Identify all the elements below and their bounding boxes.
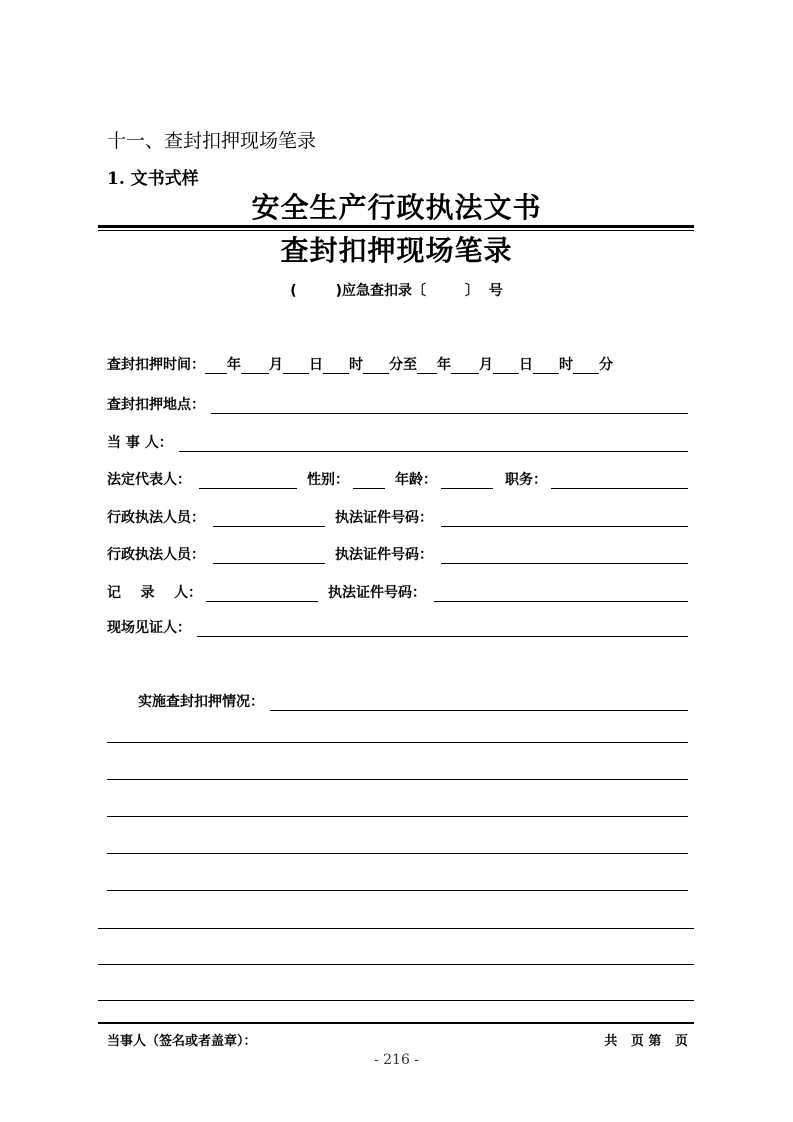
start-year-field[interactable] <box>205 357 227 374</box>
party-row <box>107 430 688 452</box>
end-hour-field[interactable] <box>533 357 559 374</box>
time-unit: 月 <box>269 357 283 373</box>
position-field[interactable] <box>551 472 688 489</box>
place-row <box>107 392 688 414</box>
recorder-field[interactable] <box>206 585 318 602</box>
writing-line[interactable] <box>98 928 694 929</box>
legal-rep-field[interactable] <box>199 472 297 489</box>
cert-label: 执法证件号码： <box>328 585 426 601</box>
position-label: 职务： <box>505 472 547 488</box>
document-title: 查封扣押现场笔录 <box>280 234 513 267</box>
place-field[interactable] <box>211 397 688 414</box>
officer-name-field-2[interactable] <box>213 547 325 564</box>
situation-row <box>138 689 688 711</box>
gender-field[interactable] <box>353 472 385 489</box>
time-label: 查封扣押时间： <box>107 357 205 373</box>
time-unit: 日 <box>519 357 533 373</box>
age-label: 年龄： <box>395 472 437 488</box>
header-rule-thick <box>98 225 694 228</box>
situation-label: 实施查封扣押情况： <box>138 694 264 710</box>
officer-label: 行政执法人员： <box>107 547 205 563</box>
age-field[interactable] <box>441 472 493 489</box>
writing-line[interactable] <box>107 816 688 817</box>
cert-label: 执法证件号码： <box>335 547 433 563</box>
end-day-field[interactable] <box>493 357 519 374</box>
section-title: 十一、查封扣押现场笔录 <box>107 130 317 152</box>
officer-name-field-1[interactable] <box>213 510 325 527</box>
witness-row <box>107 615 688 637</box>
officer-label: 行政执法人员： <box>107 510 205 526</box>
page-number: - 216 - <box>373 1052 420 1068</box>
recorder-row <box>107 580 688 602</box>
page-count: 共 页 第 页 <box>604 1034 688 1049</box>
signature-label: 当事人（签名或者盖章）： <box>107 1034 257 1049</box>
officer-row-1 <box>107 505 688 527</box>
document-number: ( )应急查扣录〔 〕 号 <box>290 283 503 299</box>
witness-label: 现场见证人： <box>107 620 191 636</box>
cert-label: 执法证件号码： <box>335 510 433 526</box>
party-label: 当 事 人： <box>107 435 173 451</box>
writing-line[interactable] <box>107 742 688 743</box>
sub-title: 1. 文书式样 <box>107 169 199 189</box>
end-year-field[interactable] <box>417 357 437 374</box>
time-unit: 时 <box>559 357 573 373</box>
start-day-field[interactable] <box>283 357 309 374</box>
writing-line[interactable] <box>107 890 688 891</box>
end-month-field[interactable] <box>451 357 479 374</box>
gender-label: 性别： <box>307 472 349 488</box>
witness-field[interactable] <box>197 620 688 637</box>
legal-rep-label: 法定代表人： <box>107 472 191 488</box>
time-unit: 时 <box>349 357 363 373</box>
time-unit: 年 <box>437 357 451 373</box>
time-unit: 日 <box>309 357 323 373</box>
legal-rep-row <box>107 467 688 489</box>
writing-line[interactable] <box>107 853 688 854</box>
time-row <box>107 352 688 374</box>
writing-line[interactable] <box>98 1000 694 1001</box>
situation-field[interactable] <box>270 694 688 711</box>
footer-rule <box>98 1022 694 1024</box>
time-unit: 月 <box>479 357 493 373</box>
end-minute-field[interactable] <box>573 357 599 374</box>
start-hour-field[interactable] <box>323 357 349 374</box>
cert-number-field-2[interactable] <box>441 547 688 564</box>
start-minute-field[interactable] <box>363 357 389 374</box>
writing-line[interactable] <box>107 779 688 780</box>
cert-number-field-1[interactable] <box>441 510 688 527</box>
writing-line[interactable] <box>98 964 694 965</box>
party-field[interactable] <box>179 435 688 452</box>
cert-number-field-3[interactable] <box>434 585 688 602</box>
start-month-field[interactable] <box>241 357 269 374</box>
officer-row-2 <box>107 542 688 564</box>
time-unit: 分至 <box>389 357 417 373</box>
document-header: 安全生产行政执法文书 <box>251 191 542 224</box>
time-unit: 分 <box>599 357 613 373</box>
place-label: 查封扣押地点： <box>107 397 205 413</box>
recorder-label: 记 录 人： <box>107 585 202 601</box>
time-unit: 年 <box>227 357 241 373</box>
